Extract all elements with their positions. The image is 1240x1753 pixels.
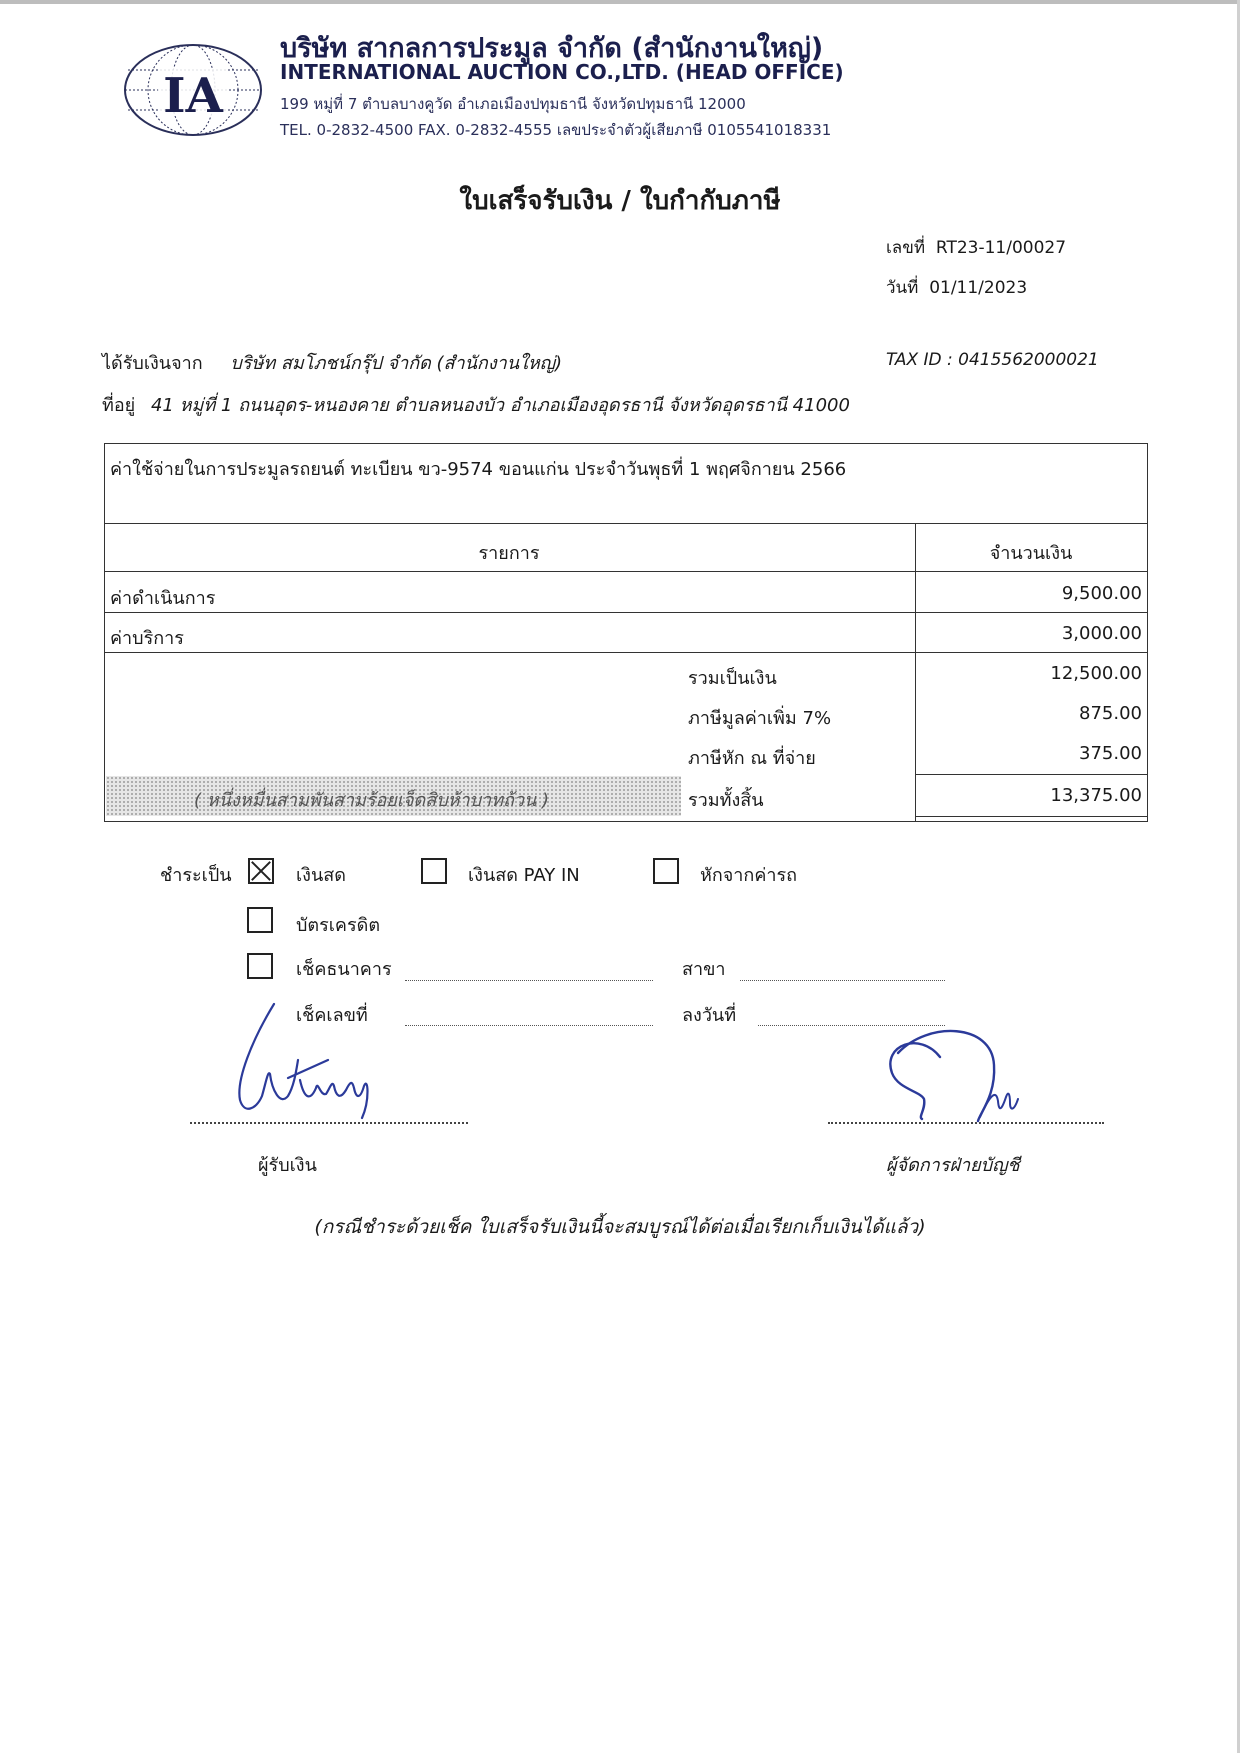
manager-signature-line bbox=[828, 1122, 1104, 1124]
vat-label: ภาษีมูลค่าเพิ่ม 7% bbox=[688, 708, 832, 729]
table-divider bbox=[915, 774, 1147, 775]
table-description: ค่าใช้จ่ายในการประมูลรถยนต์ ทะเบียน ขว-9574 ขอนแก่น ประจำวันพุธที่ 1 พฤศจิกายน 2566 bbox=[110, 459, 847, 480]
grand-total-amount: 13,375.00 bbox=[1050, 785, 1142, 806]
vat-amount: 875.00 bbox=[1079, 703, 1142, 724]
company-name-thai: บริษัท สากลการประมูล จำกัด (สำนักงานใหญ่) bbox=[280, 33, 824, 64]
bank-cheque-checkbox[interactable] bbox=[247, 953, 273, 979]
credit-card-label: บัตรเครดิต bbox=[296, 915, 381, 936]
receiver-signature bbox=[222, 1000, 382, 1125]
subtotal-amount: 12,500.00 bbox=[1050, 663, 1142, 684]
company-name-english: INTERNATIONAL AUCTION CO.,LTD. (HEAD OFFICE) bbox=[280, 60, 844, 84]
payment-method-label: ชำระเป็น bbox=[160, 865, 232, 886]
table-row-label: ค่าดำเนินการ bbox=[110, 588, 216, 609]
items-table bbox=[104, 443, 1148, 822]
table-row-amount: 9,500.00 bbox=[1061, 583, 1142, 604]
credit-card-checkbox[interactable] bbox=[247, 907, 273, 933]
document-date bbox=[886, 274, 1027, 301]
table-divider bbox=[105, 612, 1147, 613]
document-date-label: วันที่ bbox=[886, 278, 919, 298]
table-row-amount: 3,000.00 bbox=[1061, 623, 1142, 644]
receiver-signature-line bbox=[190, 1122, 468, 1124]
accounting-manager-label: ผู้จัดการฝ่ายบัญชี bbox=[886, 1155, 1020, 1176]
cash-label: เงินสด bbox=[296, 865, 346, 886]
document-title: ใบเสร็จรับเงิน / ใบกำกับภาษี bbox=[459, 186, 781, 216]
table-header-item: รายการ bbox=[478, 543, 540, 564]
cash-payin-label: เงินสด PAY IN bbox=[468, 865, 580, 886]
document-date-value: 01/11/2023 bbox=[929, 278, 1028, 298]
grand-total-label: รวมทั้งสิ้น bbox=[688, 790, 764, 811]
deduct-from-car-label: หักจากค่ารถ bbox=[700, 865, 798, 886]
cheque-number-label: เช็คเลขที่ bbox=[296, 1005, 368, 1026]
branch-line[interactable] bbox=[740, 980, 945, 981]
scan-edge-top bbox=[0, 0, 1240, 4]
company-contact: TEL. 0-2832-4500 FAX. 0-2832-4555 เลขประจำตัวผู้เสียภาษี 0105541018331 bbox=[280, 121, 832, 139]
cheque-number-line[interactable] bbox=[405, 1025, 653, 1026]
cheque-payment-note: (กรณีชำระด้วยเช็ค ใบเสร็จรับเงินนี้จะสมบูรณ์ได้ต่อเมื่อเรียกเก็บเงินได้แล้ว) bbox=[314, 1216, 926, 1238]
subtotal-label: รวมเป็นเงิน bbox=[688, 668, 777, 689]
table-divider bbox=[915, 816, 1147, 817]
receiver-label: ผู้รับเงิน bbox=[258, 1155, 317, 1176]
cash-payin-checkbox[interactable] bbox=[421, 858, 447, 884]
document-number-value: RT23-11/00027 bbox=[935, 238, 1067, 258]
manager-signature bbox=[880, 1025, 1060, 1125]
company-address: 199 หมู่ที่ 7 ตำบลบางคูวัด อำเภอเมืองปทุมธานี จังหวัดปทุมธานี 12000 bbox=[280, 95, 746, 113]
table-column-divider bbox=[915, 523, 916, 821]
deduct-from-car-checkbox[interactable] bbox=[653, 858, 679, 884]
table-row-label: ค่าบริการ bbox=[110, 628, 184, 649]
withholding-tax-amount: 375.00 bbox=[1079, 743, 1142, 764]
table-header-amount: จำนวนเงิน bbox=[989, 543, 1073, 564]
table-divider bbox=[105, 571, 1147, 572]
table-divider bbox=[105, 523, 1147, 524]
customer-address-value: 41 หมู่ที่ 1 ถนนอุดร-หนองคาย ตำบลหนองบัว อำเภอเมืองอุดรธานี จังหวัดอุดรธานี 41000 bbox=[150, 395, 850, 416]
received-from-label: ได้รับเงินจาก bbox=[102, 353, 203, 374]
cheque-date-label: ลงวันที่ bbox=[682, 1005, 737, 1026]
branch-label: สาขา bbox=[682, 959, 726, 980]
customer-address bbox=[102, 390, 850, 419]
cash-checkbox[interactable] bbox=[248, 858, 274, 884]
customer-tax-id: TAX ID : 0415562000021 bbox=[886, 350, 1099, 370]
withholding-tax-label: ภาษีหัก ณ ที่จ่าย bbox=[688, 748, 816, 769]
table-divider bbox=[105, 652, 1147, 653]
bank-cheque-label: เช็คธนาคาร bbox=[296, 959, 392, 980]
bank-cheque-line[interactable] bbox=[405, 980, 653, 981]
document-number bbox=[886, 234, 1066, 261]
received-from bbox=[102, 348, 562, 377]
logo-text: IA bbox=[163, 68, 223, 124]
received-from-value: บริษัท สมโภชน์กรุ๊ป จำกัด (สำนักงานใหญ่) bbox=[230, 353, 563, 374]
amount-in-words: ( หนึ่งหมื่นสามพันสามร้อยเจ็ดสิบห้าบาทถ้วน ) bbox=[194, 790, 550, 811]
company-logo bbox=[118, 40, 268, 140]
document-number-label: เลขที่ bbox=[886, 238, 926, 258]
customer-address-label: ที่อยู่ bbox=[102, 395, 136, 416]
